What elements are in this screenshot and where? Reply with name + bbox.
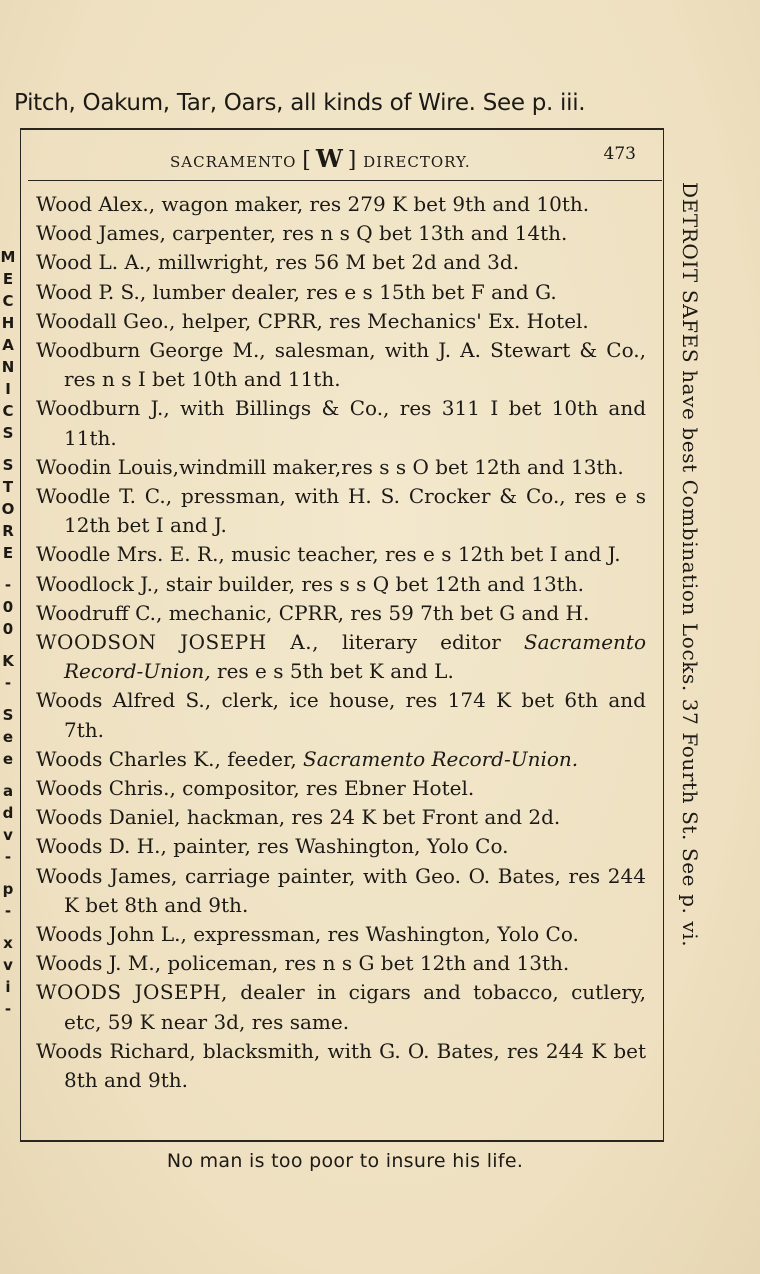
side-left-char: i bbox=[5, 978, 11, 996]
side-left-char: a bbox=[2, 782, 14, 800]
entry-name: WOODSON JOSEPH A., bbox=[36, 630, 319, 655]
side-left-char: e bbox=[2, 728, 14, 746]
side-left-char: C bbox=[2, 292, 14, 310]
entry-details: carpenter, res n s Q bet 13th and 14th. bbox=[165, 221, 568, 246]
entry-name: Woods Chris., bbox=[36, 776, 176, 801]
entry-name: Woods Alfred S., bbox=[36, 688, 212, 713]
entry-name: Woodburn J., bbox=[36, 396, 170, 421]
side-left-char: A bbox=[2, 336, 14, 354]
directory-entry bbox=[36, 774, 646, 803]
entry-details: literary editor bbox=[318, 630, 524, 655]
directory-entry bbox=[36, 599, 646, 628]
entry-name: Woods John L., bbox=[36, 922, 187, 947]
entry-details: lumber dealer, res e s 15th bet F and G. bbox=[146, 279, 557, 304]
entry-name: Wood Alex., bbox=[36, 192, 156, 216]
top-advertisement-banner: Pitch, Oakum, Tar, Oars, all kinds of Wire. See p. iii. bbox=[14, 90, 586, 116]
running-head-bracket-open: [ bbox=[302, 148, 312, 173]
entry-name: Woodburn George M., bbox=[36, 338, 266, 363]
entry-details: helper, CPRR, res Mechanics' Ex. Hotel. bbox=[175, 308, 589, 333]
directory-entry bbox=[36, 949, 646, 978]
entry-details: policeman, res n s G bet 12th and 13th. bbox=[161, 951, 570, 976]
side-left-char: M bbox=[0, 248, 16, 266]
directory-entry bbox=[36, 540, 646, 569]
entry-name: WOODS JOSEPH, bbox=[36, 980, 228, 1005]
entry-details: painter, res Washington, Yolo Co. bbox=[166, 834, 509, 859]
entry-details: expressman, res Washington, Yolo Co. bbox=[186, 922, 579, 947]
side-left-char: p bbox=[2, 880, 14, 898]
side-left-char bbox=[0, 770, 16, 780]
side-left-char bbox=[0, 922, 16, 932]
directory-entry bbox=[36, 482, 646, 540]
entry-details: music teacher, res e s 12th bet I and J. bbox=[224, 542, 621, 567]
side-left-char: I bbox=[5, 380, 11, 398]
side-left-char: S bbox=[2, 706, 14, 724]
entry-details: windmill maker,res s s O bet 12th and 13th. bbox=[178, 454, 624, 479]
side-left-char: 0 bbox=[2, 598, 14, 616]
side-left-char: d bbox=[2, 804, 14, 822]
side-left-char: v bbox=[3, 826, 13, 844]
entry-details: millwright, res 56 M bet 2d and 3d. bbox=[151, 250, 520, 275]
side-left-char: H bbox=[1, 314, 15, 332]
left-side-advertisement bbox=[0, 246, 16, 1020]
directory-entries bbox=[36, 190, 646, 1095]
directory-entry bbox=[36, 1037, 646, 1095]
entry-details-continued: res e s 5th bet K and L. bbox=[210, 659, 454, 684]
entry-name: Woods James, bbox=[36, 863, 178, 888]
side-left-char: - bbox=[4, 674, 12, 692]
running-head-letter: W bbox=[315, 144, 344, 173]
page-number: 473 bbox=[603, 144, 636, 164]
side-left-char: E bbox=[2, 270, 14, 288]
running-head-bracket-close: ] bbox=[347, 148, 358, 173]
side-left-char: - bbox=[4, 902, 12, 920]
entry-name: Wood James, bbox=[36, 221, 166, 246]
entry-name: Woodin Louis, bbox=[36, 454, 179, 479]
directory-entry bbox=[36, 307, 646, 336]
header-rule bbox=[28, 180, 662, 181]
side-left-char: S bbox=[2, 456, 14, 474]
entry-name: Woods Daniel, bbox=[36, 805, 181, 830]
side-left-char: - bbox=[4, 848, 12, 866]
directory-entry bbox=[36, 862, 646, 920]
side-left-char: x bbox=[3, 934, 13, 952]
running-head bbox=[170, 144, 640, 173]
entry-name: Wood P. S., bbox=[36, 279, 147, 304]
entry-details: compositor, res Ebner Hotel. bbox=[175, 776, 475, 801]
entry-details: blacksmith, with G. O. Bates, res 244 K bet 8th and 9th. bbox=[64, 1038, 647, 1093]
directory-entry bbox=[36, 978, 646, 1036]
side-left-char: T bbox=[2, 478, 14, 496]
entry-details: carriage painter, with Geo. O. Bates, res 244 K bet 8th and 9th. bbox=[64, 863, 646, 917]
entry-details: salesman, with J. A. Stewart & Co., res n s I bet 10th and 11th. bbox=[64, 338, 647, 392]
side-left-char bbox=[0, 640, 16, 650]
side-left-char: C bbox=[2, 402, 14, 420]
entry-details: stair builder, res s s Q bet 12th and 13th. bbox=[159, 571, 584, 596]
directory-entry bbox=[36, 628, 646, 686]
side-left-char: e bbox=[2, 750, 14, 768]
directory-entry bbox=[36, 453, 646, 482]
entry-details: with Billings & Co., res 311 I bet 10th and 11th. bbox=[64, 396, 646, 450]
entry-details: mechanic, CPRR, res 59 7th bet G and H. bbox=[162, 600, 590, 625]
directory-entry bbox=[36, 336, 646, 394]
directory-entry bbox=[36, 248, 646, 277]
side-left-char: K bbox=[2, 652, 14, 670]
entry-name: Woods D. H., bbox=[36, 834, 167, 859]
side-left-char: - bbox=[4, 576, 12, 594]
side-left-char: 0 bbox=[2, 620, 14, 638]
entry-details: feeder, bbox=[220, 746, 304, 771]
side-left-char: v bbox=[3, 956, 13, 974]
side-left-char: E bbox=[2, 544, 14, 562]
side-left-char: R bbox=[2, 522, 14, 540]
directory-entry bbox=[36, 832, 646, 861]
entry-details: wagon maker, res 279 K bet 9th and 10th. bbox=[155, 192, 590, 216]
entry-details: pressman, with H. S. Crocker & Co., res e s 12th bet I and J. bbox=[64, 484, 646, 538]
side-left-char: N bbox=[1, 358, 15, 376]
entry-details: dealer in cigars and tobacco, cutlery, etc, 59 K near 3d, res same. bbox=[64, 980, 646, 1034]
entry-name: Woodruff C., bbox=[36, 600, 163, 625]
entry-details: clerk, ice house, res 174 K bet 6th and 7th. bbox=[64, 688, 646, 742]
side-left-char: S bbox=[2, 424, 14, 442]
directory-entry bbox=[36, 190, 646, 219]
directory-entry bbox=[36, 570, 646, 599]
entry-name: Woodle Mrs. E. R., bbox=[36, 542, 225, 567]
directory-entry bbox=[36, 803, 646, 832]
entry-name: Woodle T. C., bbox=[36, 484, 173, 509]
side-left-char: O bbox=[1, 500, 15, 518]
directory-entry bbox=[36, 745, 646, 774]
side-left-char bbox=[0, 444, 16, 454]
running-head-city: SACRAMENTO bbox=[170, 153, 297, 171]
side-left-char bbox=[0, 564, 16, 574]
entry-name: Woods J. M., bbox=[36, 951, 162, 976]
entry-name: Woods Charles K., bbox=[36, 746, 221, 771]
directory-entry bbox=[36, 278, 646, 307]
directory-entry bbox=[36, 686, 646, 744]
directory-entry bbox=[36, 920, 646, 949]
side-left-char bbox=[0, 694, 16, 704]
entry-publication: Sacramento Record-Union, bbox=[64, 630, 646, 684]
entry-name: Woodall Geo., bbox=[36, 308, 176, 333]
entry-publication: Sacramento Record-Union. bbox=[303, 746, 579, 771]
entry-details: hackman, res 24 K bet Front and 2d. bbox=[180, 805, 561, 830]
running-head-title: DIRECTORY. bbox=[363, 153, 471, 171]
directory-entry bbox=[36, 219, 646, 248]
side-left-char: - bbox=[4, 1000, 12, 1018]
entry-name: Wood L. A., bbox=[36, 250, 152, 275]
bottom-tagline: No man is too poor to insure his life. bbox=[166, 1150, 524, 1172]
directory-entry bbox=[36, 394, 646, 452]
right-side-advertisement: DETROIT SAFES have best Combination Locks. 37 Fourth St. See p. vi. bbox=[678, 182, 702, 948]
side-left-char bbox=[0, 868, 16, 878]
entry-name: Woodlock J., bbox=[36, 571, 160, 596]
entry-name: Woods Richard, bbox=[36, 1038, 196, 1063]
